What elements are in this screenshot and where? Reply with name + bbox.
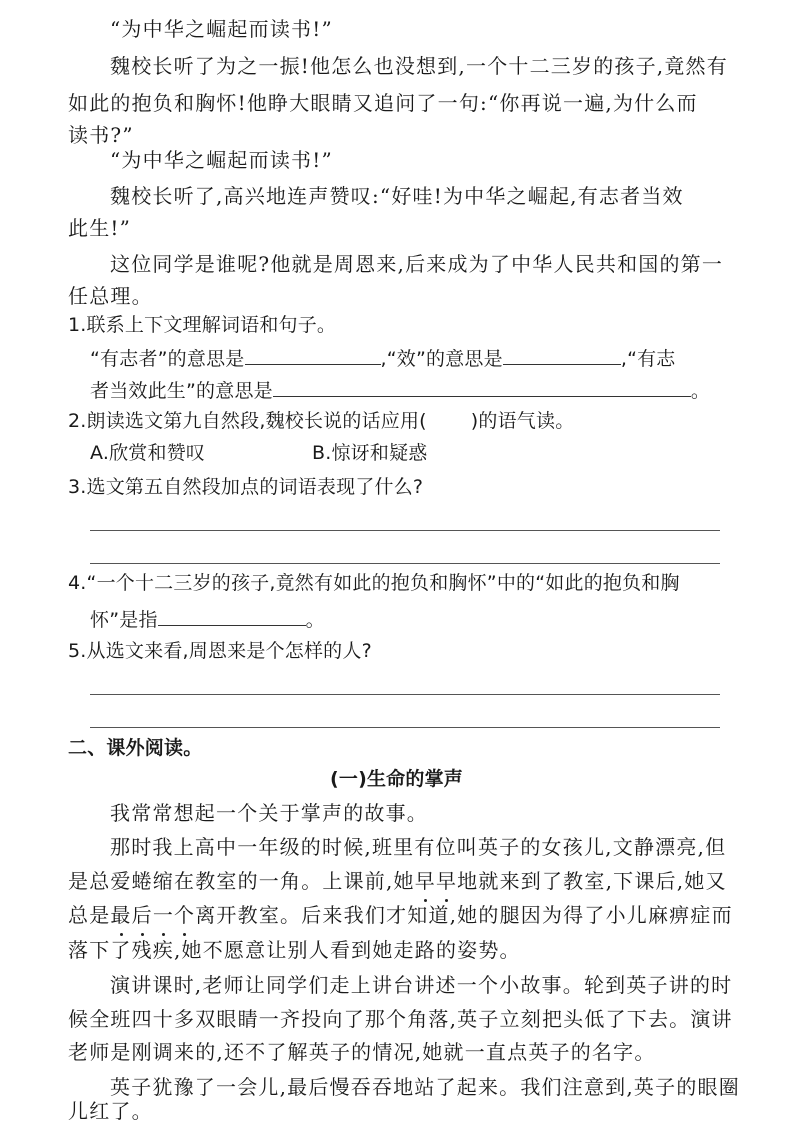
text-segment: 是总爱蜷缩在教室的一角。上课前,她 (68, 869, 415, 893)
question-2-options (90, 438, 722, 468)
answer-blank-rucidebaofu[interactable] (158, 603, 306, 626)
question-2-text-b: )的语气读。 (470, 410, 575, 432)
dotted-char: 个 (174, 900, 195, 930)
text-segment: 离开教室。后来我们才知道,她的腿因为得了小儿麻痹症而 (195, 903, 733, 927)
answer-blank-youzhizhe[interactable] (245, 342, 381, 365)
text-segment: 地就来到了教室,下课后,她又 (457, 869, 727, 893)
answer-line[interactable] (90, 694, 720, 695)
dotted-char: 一 (153, 900, 174, 930)
question-1-text-d: 者当效此生”的意思是 (90, 380, 273, 402)
article-title: (一)生命的掌声 (330, 768, 463, 790)
passage2-paragraph-line: 老师是刚调来的,还不了解英子的情况,她就一直点英子的名字。 (68, 1040, 656, 1064)
passage2-paragraph: 演讲课时,老师让同学们走上讲台讲述一个小故事。轮到英子讲的时 (110, 973, 733, 997)
answer-blank-sentence[interactable] (273, 374, 691, 397)
passage1-paragraph-line: 此生!” (68, 216, 132, 240)
dotted-char: 早 (415, 866, 436, 896)
question-5-title: 5.从选文来看,周恩来是个怎样的人? (68, 640, 372, 662)
question-3-title: 3.选文第五自然段加点的词语表现了什么? (68, 476, 424, 498)
passage1-paragraph-line: 如此的抱负和胸怀!他睁大眼睛又追问了一句:“你再说一遍,为什么而 (68, 91, 698, 115)
passage1-paragraph: “为中华之崛起而读书!” (110, 148, 333, 172)
passage2-paragraph-line: 儿红了。 (68, 1099, 153, 1123)
answer-line[interactable] (90, 727, 720, 728)
passage1-paragraph-line: 任总理。 (68, 284, 153, 308)
passage2-paragraph: 我常常想起一个关于掌声的故事。 (110, 801, 428, 825)
passage1-paragraph: “为中华之崛起而读书!” (110, 17, 333, 41)
question-4-line1: 4.“一个十二三岁的孩子,竟然有如此的抱负和胸怀”中的“如此的抱负和胸 (68, 572, 680, 594)
question-1-end: 。 (690, 380, 711, 402)
question-1-title: 1.联系上下文理解词语和句子。 (68, 314, 337, 336)
question-1-text-c: ,“有志 (620, 348, 676, 370)
question-1-text-a: “有志者”的意思是 (90, 348, 245, 370)
passage2-paragraph: 英子犹豫了一会儿,最后慢吞吞地站了起来。我们注意到,英子的眼圈 (110, 1075, 740, 1099)
passage2-paragraph-line (68, 900, 733, 930)
passage1-paragraph: 魏校长听了,高兴地连声赞叹:“好哇!为中华之崛起,有志者当效 (110, 184, 684, 208)
question-1-line1 (90, 342, 722, 372)
answer-line[interactable] (90, 563, 720, 564)
question-4-text: 怀”是指 (90, 609, 158, 631)
passage1-paragraph: 魏校长听了为之一振!他怎么也没想到,一个十二三岁的孩子,竟然有 (110, 54, 728, 78)
dotted-char: 最 (110, 900, 131, 930)
dotted-char: 早 (436, 866, 457, 896)
dotted-char: 后 (132, 900, 153, 930)
question-1-line2 (90, 374, 722, 404)
option-b[interactable]: B.惊讶和疑惑 (312, 442, 428, 464)
passage2-paragraph-line: 候全班四十多双眼睛一齐投向了那个角落,英子立刻把头低了下去。演讲 (68, 1007, 733, 1031)
passage1-paragraph: 这位同学是谁呢?他就是周恩来,后来成为了中华人民共和国的第一 (110, 252, 724, 276)
option-a[interactable]: A.欣赏和赞叹 (90, 442, 206, 464)
passage2-paragraph: 那时我上高中一年级的时候,班里有位叫英子的女孩儿,文静漂亮,但 (110, 835, 727, 859)
answer-line[interactable] (90, 530, 720, 531)
answer-blank-xiao[interactable] (503, 342, 621, 365)
passage2-paragraph-line (68, 866, 727, 896)
section-heading: 二、课外阅读。 (68, 737, 203, 759)
passage2-paragraph-line: 落下了残疾,她不愿意让别人看到她走路的姿势。 (68, 938, 521, 962)
passage1-paragraph-line: 读书?” (68, 123, 134, 147)
question-2-text-a: 2.朗读选文第九自然段,魏校长说的话应用( (68, 410, 427, 432)
question-4-line2 (90, 603, 722, 633)
question-1-text-b: ,“效”的意思是 (380, 348, 503, 370)
question-2-title (68, 406, 722, 436)
question-4-end: 。 (305, 609, 325, 631)
text-segment: 总是 (68, 903, 111, 927)
